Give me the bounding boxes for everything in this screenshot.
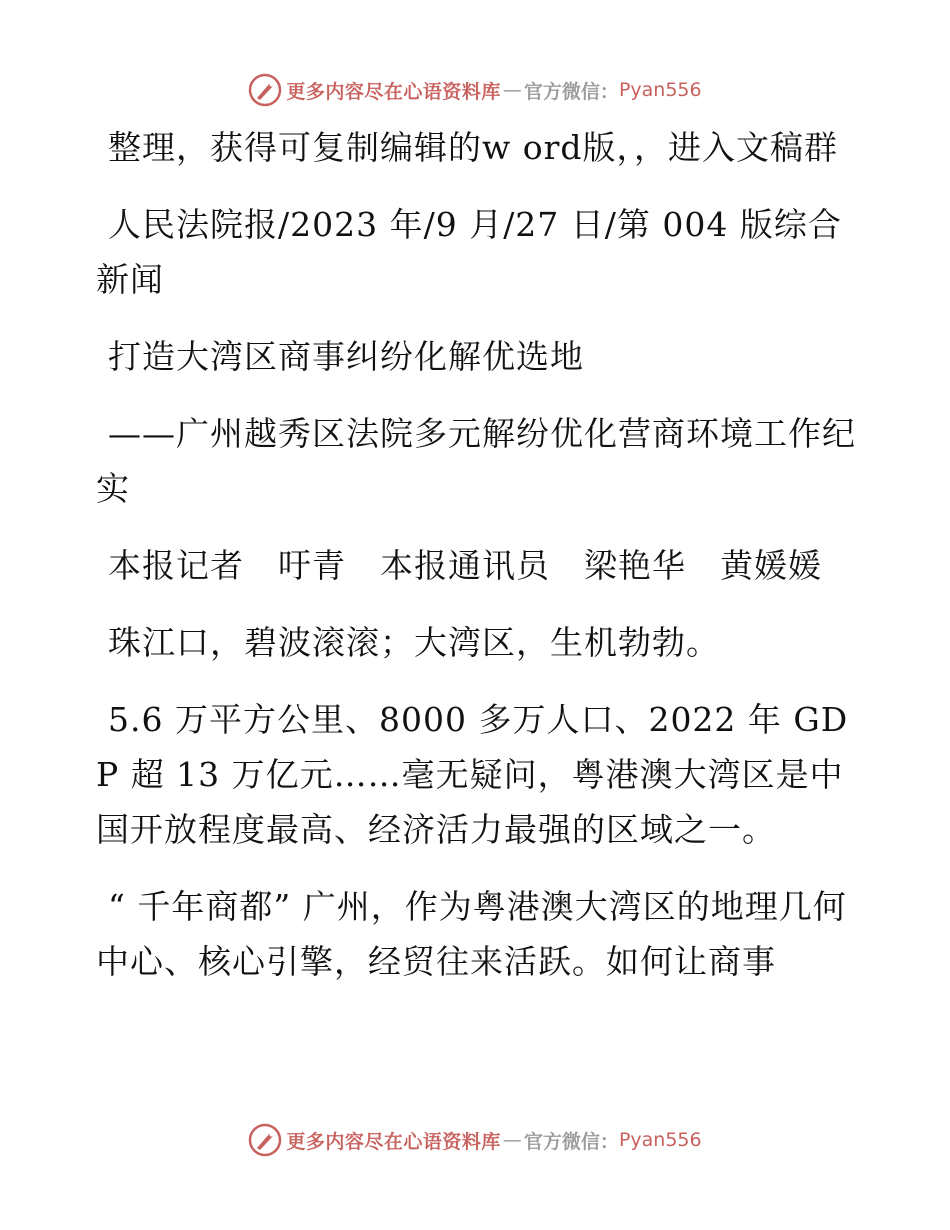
footer-watermark bbox=[0, 1118, 950, 1162]
watermark-label: 官方微信： bbox=[523, 80, 619, 103]
paragraph-source: 人民法院报/2023 年/9 月/27 日/第 004 版综合新闻 bbox=[96, 205, 842, 299]
pen-logo-icon bbox=[248, 73, 282, 107]
watermark-dash: — bbox=[502, 79, 522, 101]
watermark-label: 官方微信： bbox=[523, 1130, 619, 1153]
paragraph-note: 整理，获得可复制编辑的w ord版，，进入文稿群 bbox=[108, 128, 839, 167]
watermark-text: 更多内容尽在心语资料库 bbox=[286, 80, 501, 103]
watermark-id: Pyan556 bbox=[618, 1129, 702, 1151]
watermark-dash: — bbox=[502, 1129, 522, 1151]
pen-logo-icon bbox=[248, 1123, 282, 1157]
watermark-id: Pyan556 bbox=[618, 79, 702, 101]
paragraph-body-1: 珠江口，碧波滚滚；大湾区，生机勃勃。 bbox=[108, 623, 720, 662]
header-watermark bbox=[0, 68, 950, 112]
document-body bbox=[96, 120, 856, 1011]
article-title: 打造大湾区商事纠纷化解优选地 bbox=[108, 337, 584, 376]
paragraph-body-3: “ 千年商都” 广州，作为粤港澳大湾区的地理几何中心、核心引擎，经贸往来活跃。如何让商事 bbox=[96, 887, 847, 981]
paragraph-body-2: 5.6 万平方公里、8000 多万人口、2022 年 GDP 超 13 万亿元……毫无疑问，粤港澳大湾区是中国开放程度最高、经济活力最强的区域之一。 bbox=[96, 700, 849, 849]
article-byline: 本报记者 吁青 本报通讯员 梁艳华 黄媛媛 bbox=[108, 546, 822, 585]
watermark-text: 更多内容尽在心语资料库 bbox=[286, 1130, 501, 1153]
article-subtitle: ——广州越秀区法院多元解纷优化营商环境工作纪实 bbox=[96, 414, 856, 508]
